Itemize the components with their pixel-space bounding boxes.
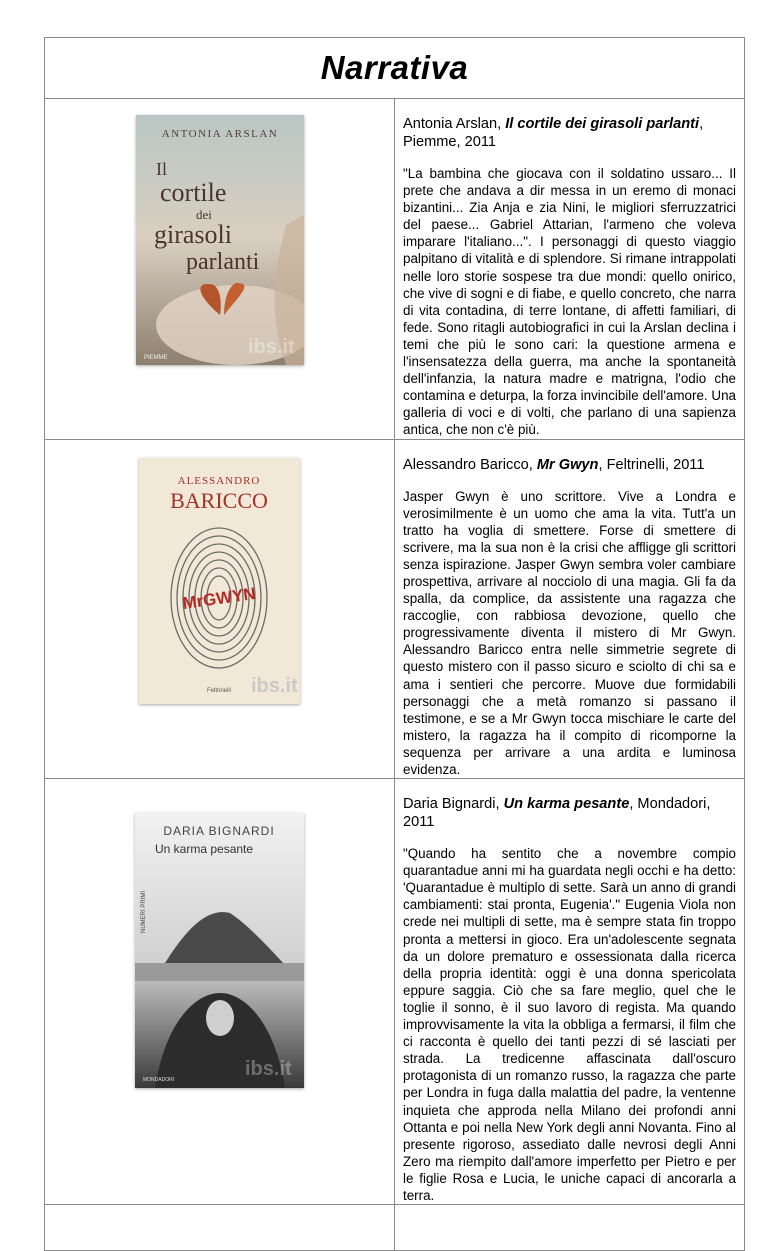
book-citation: Antonia Arslan, Il cortile dei girasoli parlanti, Piemme, 2011 <box>403 116 704 150</box>
cover-cell <box>45 779 395 1205</box>
cover-watermark: ibs.it <box>245 1058 292 1081</box>
book-publisher-year: , Mondadori, 2011 <box>403 796 711 831</box>
book-row <box>45 439 745 779</box>
book-author: Alessandro Baricco <box>403 456 529 473</box>
cover-title-line: girasoli <box>153 220 232 249</box>
section-header <box>45 38 745 99</box>
book-description-cell <box>395 439 745 779</box>
cover-watermark: ibs.it <box>251 674 298 697</box>
book-citation: Alessandro Baricco, Mr Gwyn, Feltrinelli, 2011 <box>403 456 705 473</box>
cover-art <box>136 115 304 365</box>
cover-publisher: PIEMME <box>143 355 168 361</box>
cover-series: NUMERI PRIMI <box>141 891 147 934</box>
book-cover-arslan <box>136 115 304 365</box>
cover-title: MrGWYN <box>181 583 257 613</box>
cover-art <box>139 458 300 704</box>
cover-author: ANTONIA ARSLAN <box>161 128 278 140</box>
book-blurb: "La bambina che giocava con il soldatino ussaro... Il prete che andava a dir messa in un eremo di monaci bizantini... Zia Anja e zia Nini, le migliori sferruzzatrici del paese... Gabriel Attarian, l'armeno che voleva imparare l'italiano...". I personaggi di questo viaggio palpitano di vitalità e di splendore. Si rimane intrappolati nelle loro storie sospese tra due mondi: quello onirico, che vive di sogni e di fiabe, e quello concreto, che narra di vita contadina, di terre lontane, di affetti familiari, di fede. Sono ritagli autobiografici in cui la Arslan declina i temi che più le sono cari: la questione armena e l'insensatezza della guerra, ma anche la spontaneità dell'infanzia, la natura madre e matrigna, l'odio che contamina e deturpa, la forza invincibile dell'amore. Una galleria di voci e di volti, che parlano di una sapienza antica, che non c'è più. <box>403 166 736 438</box>
book-title: Un karma pesante <box>503 796 630 813</box>
empty-row <box>45 1205 745 1251</box>
book-blurb: "Quando ha sentito che a novembre compio quarantadue anni mi ha guardata negli occhi e ha detto: 'Quarantadue è multiplo di sette. Sarà un anno di grandi cambiamenti: stai pronta, Eugenia'." Eugenia Viola non crede nei multipli di sette, ma è sempre stata fin troppo pronta a mettersi in gioco. Era un'adolescente segnata da un dolore prematuro e ossessionata dalla ricerca della propria identità: oggi è una donna spericolata eppure saggia. Ciò che sa fare meglio, quel che le toglie il sonno, è il suo lavoro di regista. Ma quando improvvisamente la vita la obbliga a fermarsi, il film che ci racconta è quello dei tanti pezzi di sé lasciati per strada. La tredicenne affascinata dall'oscuro protagonista di un romanzo russo, la ragazza che parte per Londra in fuga dalla malattia del padre, la ventenne inquieta che approda nella Milano dei profondi anni Ottanta e poi nella New York degli anni Novanta. Fino al presente rigoroso, assediato dalle nevrosi degli Anni Zero ma riempito dall'amore imperfetto per Pietro e per le figlie Rosa e Lucia, le uniche capaci di ancorarla a terra. <box>403 846 736 1203</box>
empty-cell <box>45 1205 395 1251</box>
cover-author-first: ALESSANDRO <box>177 474 261 487</box>
book-row <box>45 779 745 1205</box>
cover-title-line: dei <box>195 207 212 222</box>
book-cover-baricco <box>139 458 300 704</box>
cover-author-last: BARICCO <box>170 487 268 513</box>
cover-author: DARIA BIGNARDI <box>163 824 275 839</box>
book-blurb: Jasper Gwyn è uno scrittore. Vive a Londra e verosimilmente è un uomo che ama la vita. Tutt'a un tratto ha voglia di smettere. Forse di smettere di scrivere, ma la sua non è la crisi che affligge gli scrittori senza ispirazione. Jasper Gwyn sembra voler cambiare prospettiva, arrivare al nocciolo di una magia. Gli fa da spalla, da complice, da assistente una ragazza che raccoglie, con rabbiosa devozione, quello che progressivamente diventa il mistero di Mr Gwyn. Alessandro Baricco entra nelle simmetrie segrete di questo mistero con il passo sicuro e sciolto di chi sa e ama i sentieri che percorre. Muove due formidabili personaggi che a metà romanzo si passano il testimone, e se a Mr Gwyn tocca mischiare le carte del mistero, la ragazza ha il compito di ricomporne la sequenza per arrivare a una ardita e luminosa evidenza. <box>403 488 736 777</box>
section-title: Narrativa <box>320 49 469 86</box>
cover-cell <box>45 439 395 779</box>
book-description-cell <box>395 99 745 440</box>
cover-art <box>135 813 304 1088</box>
book-title: Il cortile dei girasoli parlanti <box>505 116 700 132</box>
cover-watermark: ibs.it <box>247 336 295 358</box>
book-author: Daria Bignardi <box>403 796 496 813</box>
cover-title-line: parlanti <box>185 249 259 275</box>
cover-title-line: Il <box>155 159 167 179</box>
cover-publisher: MONDADORI <box>143 1077 175 1084</box>
book-cover-bignardi <box>135 813 304 1088</box>
cover-cell <box>45 99 395 440</box>
book-publisher-year: , Piemme, 2011 <box>403 116 704 150</box>
book-list-table <box>44 37 745 1251</box>
book-description-cell <box>395 779 745 1205</box>
book-row <box>45 99 745 440</box>
book-citation: Daria Bignardi, Un karma pesante, Mondadori, 2011 <box>403 796 711 831</box>
empty-cell <box>395 1205 745 1251</box>
book-author: Antonia Arslan <box>403 116 498 132</box>
book-publisher-year: , Feltrinelli, 2011 <box>598 456 705 473</box>
book-title: Mr Gwyn <box>536 456 599 473</box>
cover-publisher: Feltrinelli <box>206 687 232 694</box>
cover-title-line: cortile <box>159 178 226 207</box>
cover-title: Un karma pesante <box>155 842 254 857</box>
